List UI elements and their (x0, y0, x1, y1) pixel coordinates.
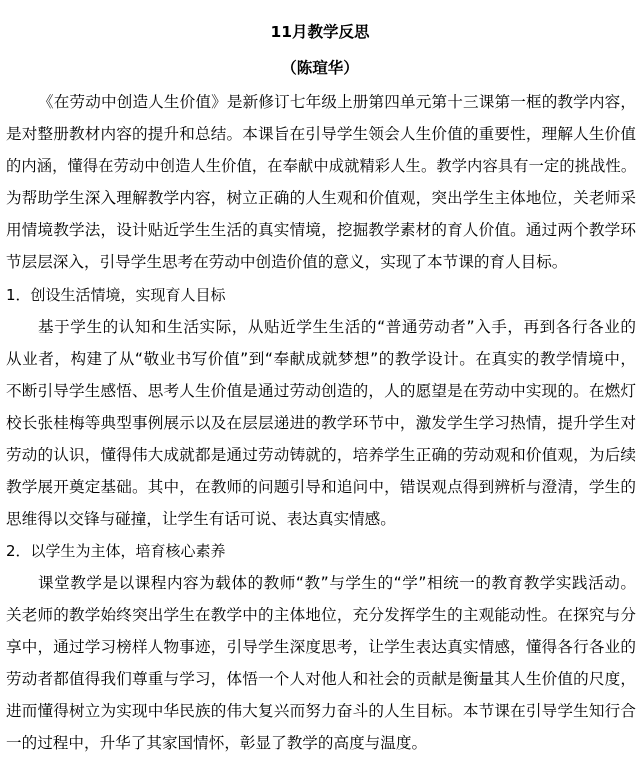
section-heading-2: 2．以学生为主体，培育核心素养 (6, 542, 226, 560)
text-line: 劳动的认识，懂得伟大成就都是通过劳动铸就的，培养学生正确的劳动观和价值观，为后续 (6, 446, 636, 464)
text-line: 思维得以交锋与碰撞，让学生有话可说、表达真实情感。 (6, 510, 396, 528)
paragraph-section-2 (6, 567, 636, 759)
text-line: 是对整册教材内容的提升和总结。本课旨在引导学生领会人生价值的重要性，理解人生价值 (6, 125, 636, 143)
text-line: 进而懂得树立为实现中华民族的伟大复兴而努力奋斗的人生目标。本节课在引导学生知行合 (6, 702, 636, 720)
text-line: 的内涵，懂得在劳动中创造人生价值，在奉献中成就精彩人生。教学内容具有一定的挑战性。 (6, 157, 636, 175)
text-line: 关老师的教学始终突出学生在教学中的主体地位，充分发挥学生的主观能动性。在探究与分 (6, 606, 636, 624)
text-line: 《在劳动中创造人生价值》是新修订七年级上册第四单元第十三课第一框的教学内容， (38, 93, 636, 111)
text-line: 劳动者都值得我们尊重与学习，体悟一个人对他人和社会的贡献是衡量其人生价值的尺度， (6, 670, 636, 688)
text-line: 用情境教学法，设计贴近学生生活的真实情境，挖掘教学素材的育人价值。通过两个教学环 (6, 221, 636, 239)
text-line: 课堂教学是以课程内容为载体的教师“教”与学生的“学”相统一的教育教学实践活动。 (38, 574, 636, 592)
text-line: 校长张桂梅等典型事例展示以及在层层递进的教学环节中，激发学生学习热情，提升学生对 (6, 414, 636, 432)
text-line: 节层层深入，引导学生思考在劳动中创造价值的意义，实现了本节课的育人目标。 (6, 253, 568, 271)
paragraph-intro (6, 86, 636, 278)
text-line: 教学展开奠定基础。其中，在教师的问题引导和追问中，错误观点得到辨析与澄清，学生的 (6, 478, 636, 496)
text-line: 享中，通过学习榜样人物事迹，引导学生深度思考，让学生表达真实情感，懂得各行各业的 (6, 638, 636, 656)
text-line: 从业者，构建了从“敬业书写价值”到“奉献成就梦想”的教学设计。在真实的教学情境中， (6, 350, 636, 368)
text-line: 一的过程中，升华了其家国情怀，彰显了教学的高度与温度。 (6, 734, 428, 752)
text-line: 不断引导学生感悟、思考人生价值是通过劳动创造的，人的愿望是在劳动中实现的。在燃灯 (6, 382, 636, 400)
author-name: （陈瑄华） (281, 59, 359, 77)
section-heading-1: 1．创设生活情境，实现育人目标 (6, 286, 226, 304)
paragraph-section-1 (6, 311, 636, 535)
document-title: 11月教学反思 (270, 23, 370, 41)
text-line: 基于学生的认知和生活实际，从贴近学生生活的“普通劳动者”入手，再到各行各业的 (38, 318, 636, 336)
text-line: 为帮助学生深入理解教学内容，树立正确的人生观和价值观，突出学生主体地位，关老师采 (6, 189, 636, 207)
